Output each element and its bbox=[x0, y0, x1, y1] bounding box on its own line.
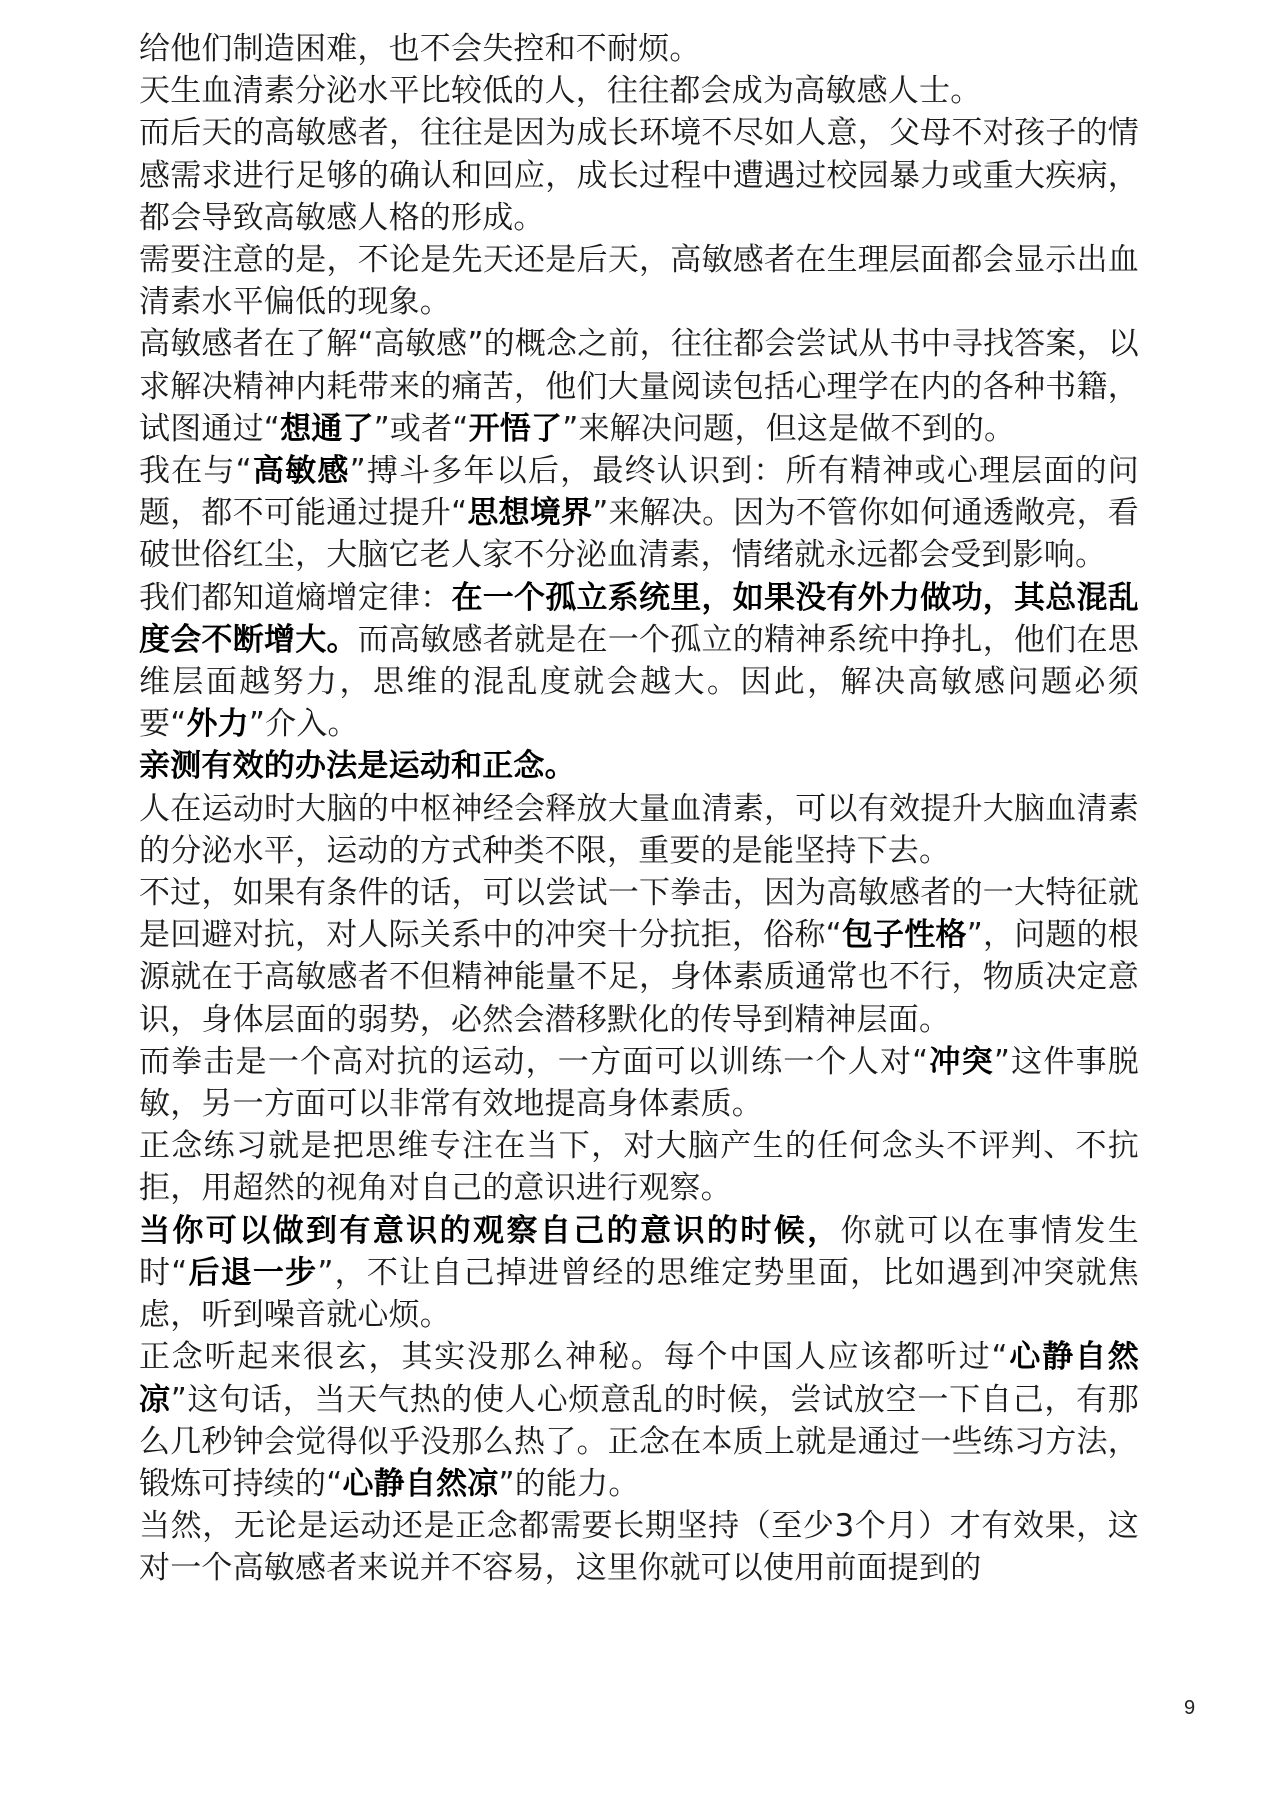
text-run: 需要注意的是，不论是先天还是后天，高敏感者在生理层面都会显示出血清素水平偏低的现象。 bbox=[139, 242, 1139, 321]
text-run: 你就可以在事情发生时“ bbox=[139, 1212, 1139, 1291]
paragraph bbox=[139, 70, 1139, 112]
page-number: 9 bbox=[1184, 1697, 1196, 1719]
text-run: ”的能力。 bbox=[498, 1465, 640, 1502]
bold-text: 思想境界 bbox=[467, 495, 593, 532]
bold-text: 当你可以做到有意识的观察自己的意识的时候， bbox=[139, 1212, 841, 1249]
paragraph bbox=[139, 1336, 1139, 1505]
text-run: 而拳击是一个高对抗的运动，一方面可以训练一个人对“ bbox=[139, 1043, 929, 1080]
text-run: ”这件事脱敏，另一方面可以非常有效地提高身体素质。 bbox=[139, 1043, 1139, 1123]
text-run: 给他们制造困难，也不会失控和不耐烦。 bbox=[139, 31, 701, 67]
text-run: 我们都知道熵增定律： bbox=[139, 579, 452, 616]
paragraph bbox=[139, 1041, 1139, 1125]
bold-text: 想通了 bbox=[280, 410, 374, 447]
paragraph bbox=[139, 323, 1139, 450]
text-run: ”，问题的根源就在于高敏感者不但精神能量不足，身体素质通常也不行，物质决定意识，身体层面的弱势，必然会潜移默化的传导到精神层面。 bbox=[139, 917, 1139, 1038]
paragraph bbox=[139, 577, 1139, 746]
text-run: 正念听起来很玄，其实没那么神秘。每个中国人应该都听过“ bbox=[139, 1339, 1008, 1376]
bold-text: 外力 bbox=[186, 706, 249, 743]
text-run: 高敏感者在了解“高敏感”的概念之前，往往都会尝试从书中寻找答案，以求解决精神内耗带来的痛苦，他们大量阅读包括心理学在内的各种书籍，试图通过“ bbox=[139, 326, 1139, 447]
paragraph bbox=[139, 788, 1139, 872]
bold-text: 冲突 bbox=[928, 1043, 994, 1080]
paragraph bbox=[139, 872, 1139, 1041]
paragraph bbox=[139, 28, 1139, 70]
text-run: ”这句话，当天气热的使人心烦意乱的时候，尝试放空一下自己，有那么几秒钟会觉得似乎没那么热了。正念在本质上就是通过一些练习方法，锻炼可持续的“ bbox=[139, 1381, 1139, 1502]
text-run: 天生血清素分泌水平比较低的人，往往都会成为高敏感人士。 bbox=[139, 73, 982, 110]
paragraph bbox=[139, 1125, 1139, 1209]
text-run: ”或者“ bbox=[373, 410, 469, 447]
paragraph bbox=[139, 745, 1139, 787]
text-run: 我在与“ bbox=[139, 453, 252, 490]
bold-text: 心静自然凉 bbox=[342, 1465, 499, 1502]
bold-text: 后退一步 bbox=[187, 1254, 318, 1291]
bold-text: 在一个孤立系统里，如果没有外力做功，其总混乱度会不断增大。 bbox=[139, 579, 1139, 658]
text-run: 而高敏感者就是在一个孤立的精神系统中挣扎，他们在思维层面越努力，思维的混乱度就会越大。因此，解决高敏感问题必须要“ bbox=[139, 621, 1139, 743]
text-run: 人在运动时大脑的中枢神经会释放大量血清素，可以有效提升大脑血清素的分泌水平，运动的方式种类不限，重要的是能坚持下去。 bbox=[139, 790, 1139, 869]
text-run: ”介入。 bbox=[248, 706, 359, 743]
bold-text: 开悟了 bbox=[468, 410, 563, 447]
text-run: 而后天的高敏感者，往往是因为成长环境不尽如人意，父母不对孩子的情感需求进行足够的确认和回应，成长过程中遭遇过校园暴力或重大疾病，都会导致高敏感人格的形成。 bbox=[139, 115, 1139, 236]
paragraph bbox=[139, 1210, 1139, 1337]
text-run: 不过，如果有条件的话，可以尝试一下拳击，因为高敏感者的一大特征就是回避对抗，对人际关系中的冲突十分抗拒，俗称“ bbox=[139, 875, 1139, 954]
bold-text: 包子性格 bbox=[841, 917, 967, 954]
bold-text: 心静自然凉 bbox=[139, 1339, 1139, 1418]
text-run: ”，不让自己掉进曾经的思维定势里面，比如遇到冲突就焦虑，听到噪音就心烦。 bbox=[139, 1254, 1139, 1334]
text-run: 当然，无论是运动还是正念都需要长期坚持（至少3个月）才有效果，这对一个高敏感者来说并不容易，这里你就可以使用前面提到的 bbox=[139, 1508, 1139, 1587]
body-text bbox=[139, 28, 1139, 1590]
text-run: ”搏斗多年以后，最终认识到：所有精神或心理层面的问题，都不可能通过提升“ bbox=[139, 453, 1139, 532]
text-run: 正念练习就是把思维专注在当下，对大脑产生的任何念头不评判、不抗拒，用超然的视角对自己的意识进行观察。 bbox=[139, 1128, 1139, 1207]
paragraph bbox=[139, 450, 1139, 577]
paragraph bbox=[139, 112, 1139, 239]
paragraph bbox=[139, 239, 1139, 323]
text-run: ”来解决。因为不管你如何通透敞亮，看破世俗红尘，大脑它老人家不分泌血清素，情绪就永远都会受到影响。 bbox=[139, 495, 1139, 574]
bold-text: 亲测有效的办法是运动和正念。 bbox=[139, 748, 576, 785]
paragraph bbox=[139, 1505, 1139, 1589]
bold-text: 高敏感 bbox=[251, 453, 350, 490]
text-run: ”来解决问题，但这是做不到的。 bbox=[562, 410, 1016, 447]
